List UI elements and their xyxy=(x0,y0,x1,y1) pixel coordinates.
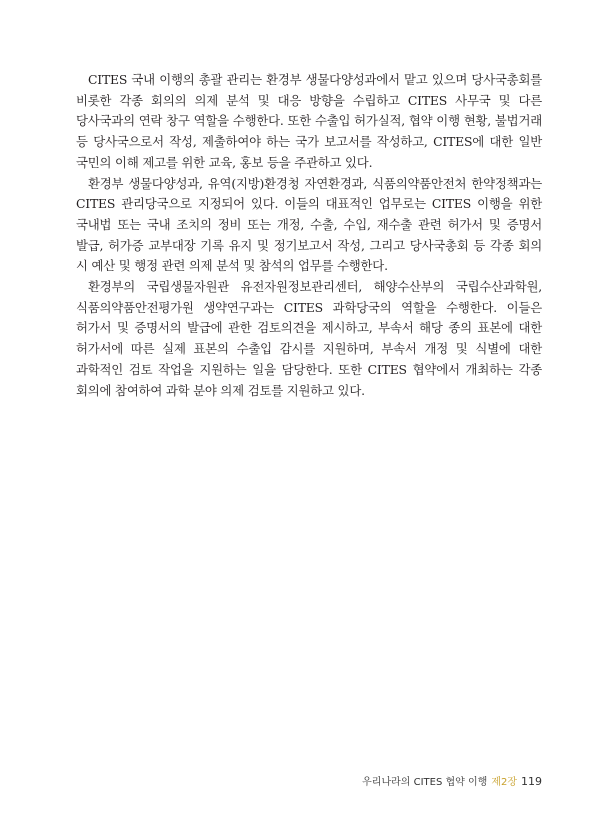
footer-book-title: 우리나라의 CITES 협약 이행 xyxy=(362,777,488,788)
page-body xyxy=(76,70,542,401)
page-footer xyxy=(362,775,542,790)
paragraph-cites-overall-management: CITES 국내 이행의 총괄 관리는 환경부 생물다양성과에서 맡고 있으며 당사국총회를 비롯한 각종 회의의 의제 분석 및 대응 방향을 수립하고 CITES 사무국 및 다른 당사국과의 연락 창구 역할을 수행한다. 또한 수출입 허가실적, 협약 이행 현황, 불법거래 등 당사국으로서 작성, 제출하여야 하는 국가 보고서를 작성하고, CITES에 대한 일반 국민의 이해 제고를 위한 교육, 홍보 등을 주관하고 있다. xyxy=(76,72,542,170)
footer-chapter-label: 제2장 xyxy=(491,777,517,788)
paragraph-cites-management-authorities: 환경부 생물다양성과, 유역(지방)환경청 자연환경과, 식품의약품안전처 한약정책과는 CITES 관리당국으로 지정되어 있다. 이들의 대표적인 업무로는 CITES 이행을 위한 국내법 또는 국내 조치의 정비 또는 개정, 수출, 수입, 재수출 관련 허가서 및 증명서 발급, 허가증 교부대장 기록 유지 및 정기보고서 작성, 그리고 당사국총회 등 각종 회의 시 예산 및 행정 관련 의제 분석 및 참석의 업무를 수행한다. xyxy=(76,175,542,274)
paragraph-cites-scientific-authorities: 환경부의 국립생물자원관 유전자원정보관리센터, 해양수산부의 국립수산과학원, 식품의약품안전평가원 생약연구과는 CITES 과학당국의 역할을 수행한다. 이들은 허가서 및 증명서의 발급에 관한 검토의견을 제시하고, 부속서 해당 종의 표본에 대한 허가서에 따른 실제 표본의 수출입 감시를 지원하며, 부속서 개정 및 식별에 대한 과학적인 검토 작업을 지원하는 일을 담당한다. 또한 CITES 협약에서 개최하는 각종 회의에 참여하여 과학 분야 의제 검토를 지원하고 있다. xyxy=(76,279,542,398)
page-number: 119 xyxy=(521,775,542,788)
